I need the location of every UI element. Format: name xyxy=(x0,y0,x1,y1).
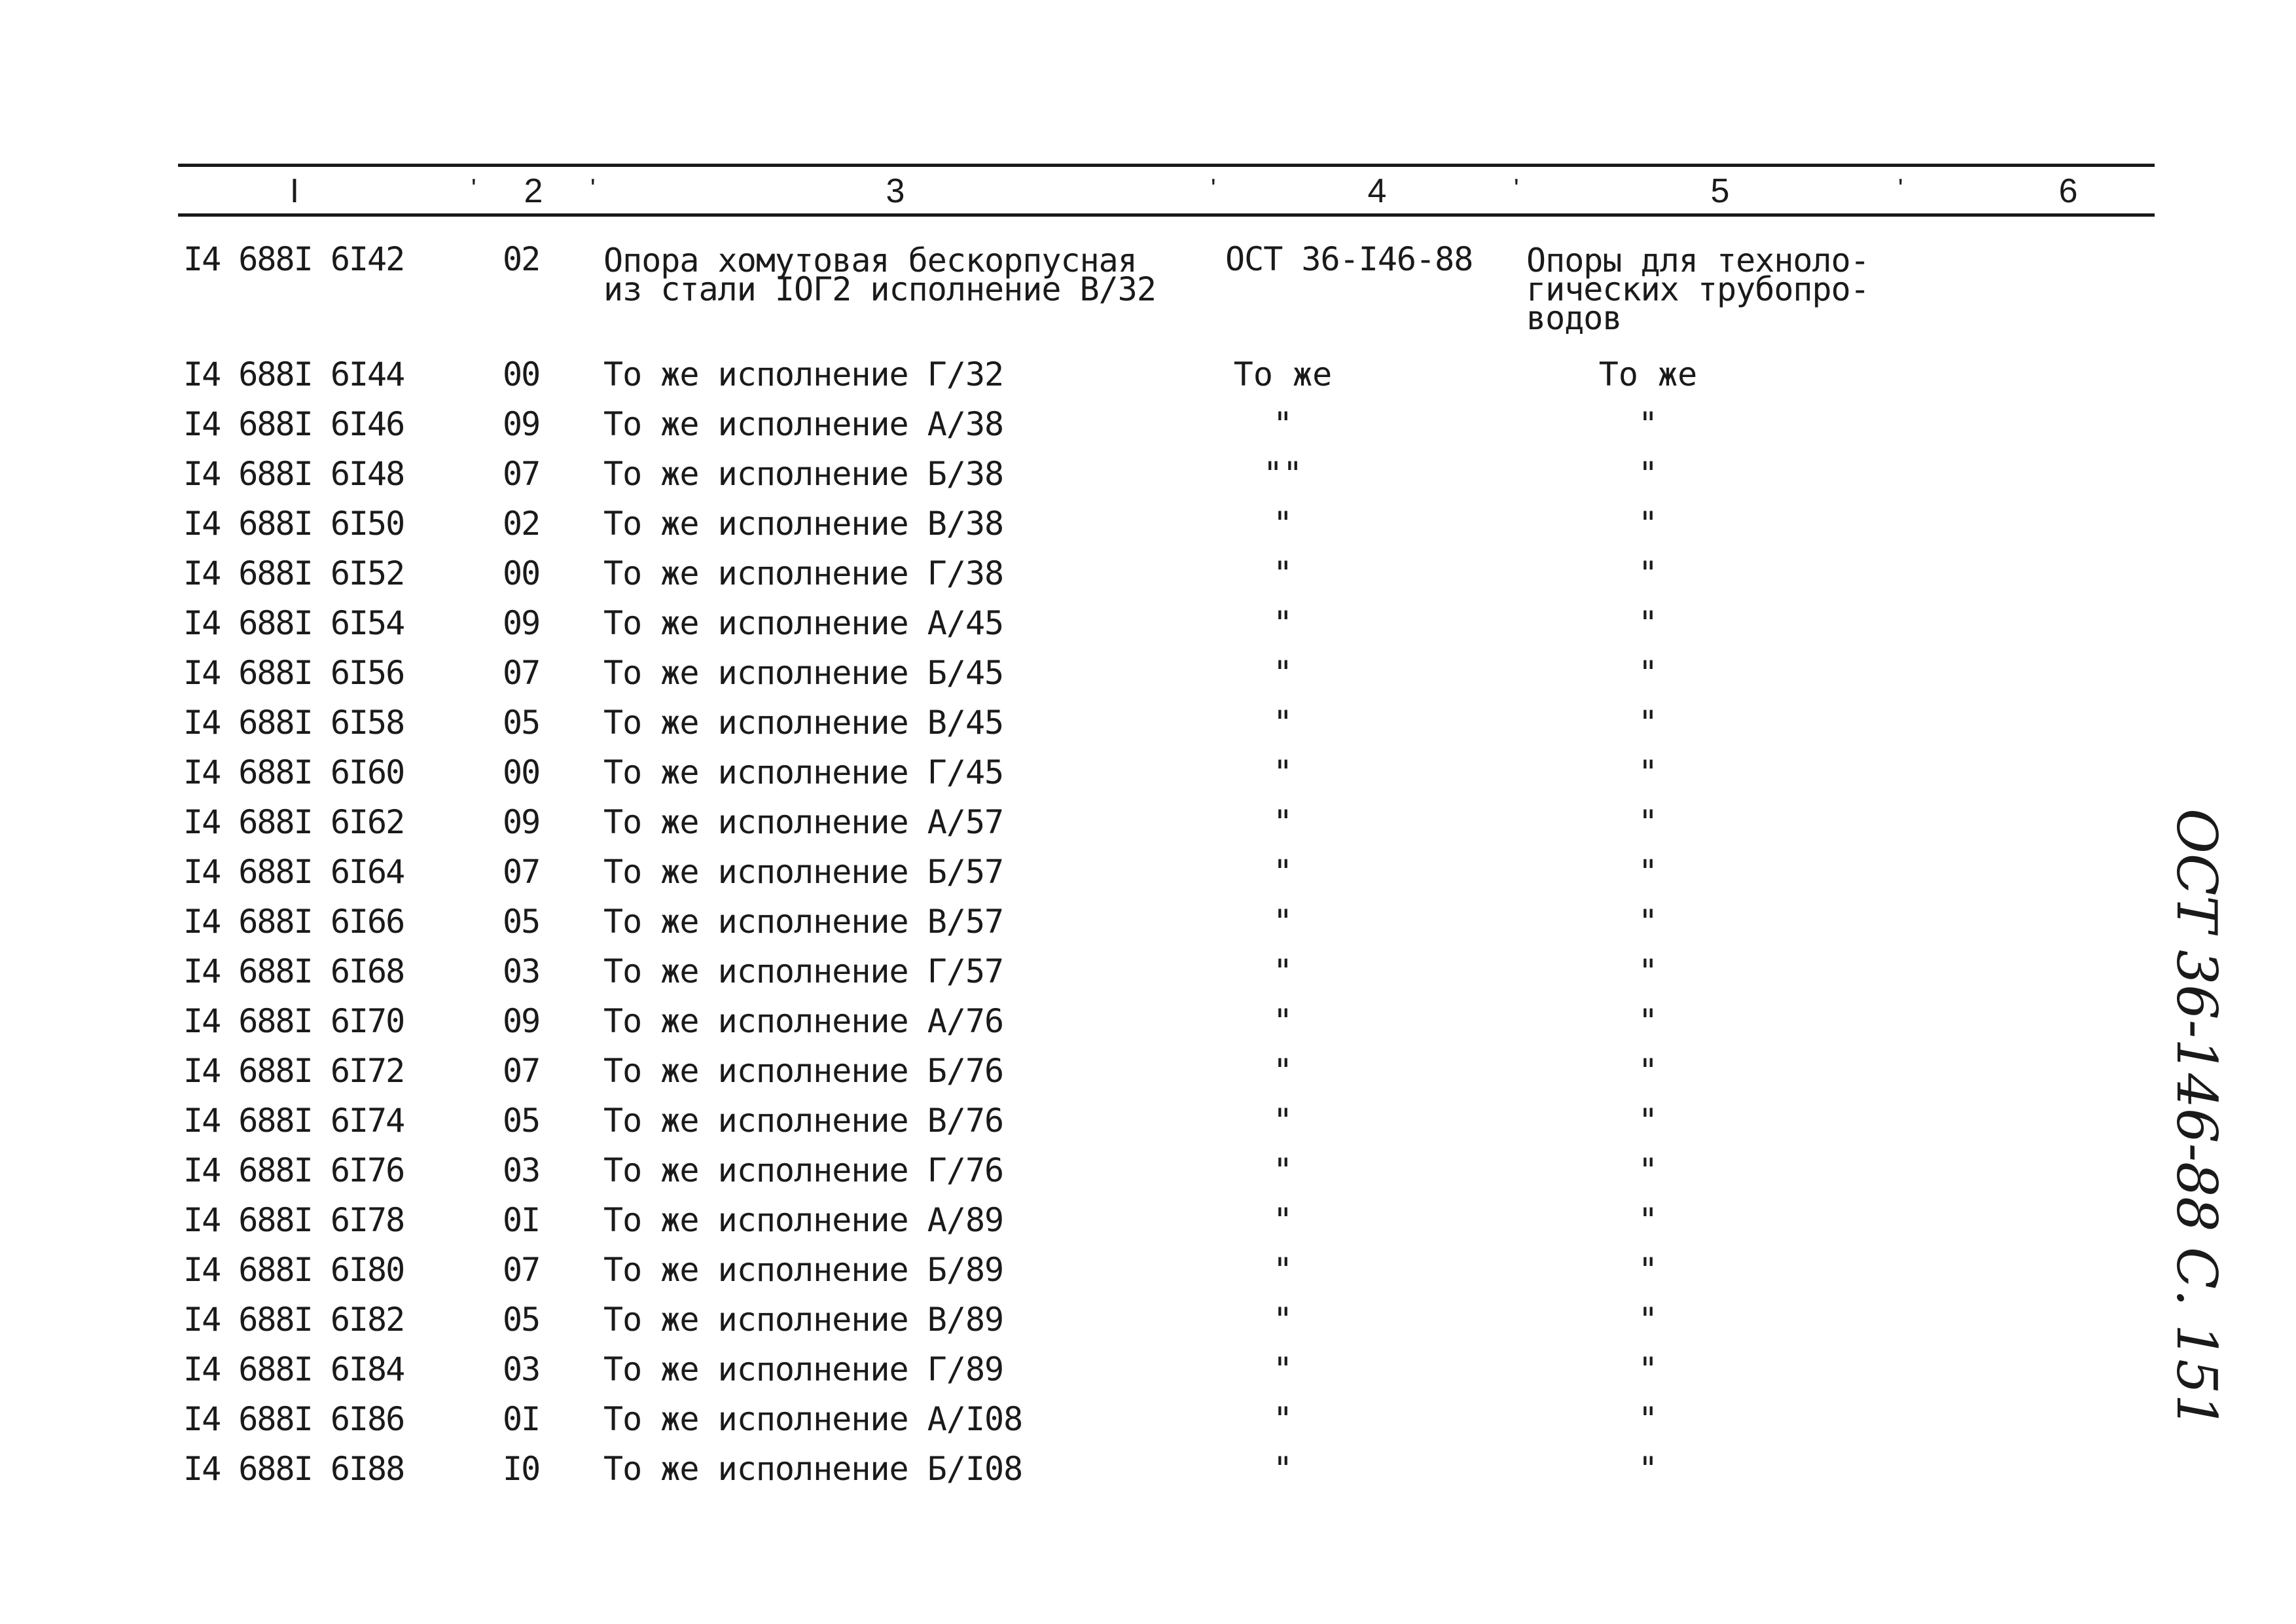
margin-document-code: ОСТ 36-146-88 xyxy=(2164,808,2229,1232)
row-standard: " xyxy=(1272,1301,1293,1339)
row-variant: 05 xyxy=(503,704,540,742)
row-standard: " xyxy=(1272,1102,1293,1140)
row-standard: " xyxy=(1272,952,1293,990)
row-description: То же исполнение Г/32 xyxy=(603,355,1004,393)
table-top-rule xyxy=(178,164,2155,167)
row-variant: 05 xyxy=(503,1301,540,1339)
table-row xyxy=(0,803,2296,848)
table-row xyxy=(0,405,2296,450)
row-variant: 00 xyxy=(503,355,540,393)
row-purpose: " xyxy=(1638,1301,1659,1339)
row-code: I4 688I 6I56 xyxy=(183,654,404,692)
margin-page-number: С. 151 xyxy=(2164,1247,2229,1430)
row-description: То же исполнение Б/57 xyxy=(603,853,1004,891)
row-description: Опора хомутовая бескорпусная из стали IОГ2 исполнение В/32 xyxy=(603,242,1156,308)
row-variant: 0I xyxy=(503,1400,540,1438)
row-standard: " xyxy=(1272,1002,1293,1040)
row-description: То же исполнение А/38 xyxy=(603,405,1004,443)
row-purpose: То же xyxy=(1598,355,1698,393)
row-description: То же исполнение Б/38 xyxy=(603,455,1004,493)
row-code: I4 688I 6I50 xyxy=(183,505,404,543)
row-purpose: " xyxy=(1638,1151,1659,1189)
row-variant: 07 xyxy=(503,455,540,493)
header-separator: ' xyxy=(1898,174,1903,203)
row-purpose: " xyxy=(1638,903,1659,941)
row-code: I4 688I 6I78 xyxy=(183,1201,404,1239)
row-description: То же исполнение А/57 xyxy=(603,803,1004,841)
row-standard: " xyxy=(1272,604,1293,642)
row-standard: " xyxy=(1272,903,1293,941)
row-standard: " xyxy=(1272,654,1293,692)
row-purpose: " xyxy=(1638,1251,1659,1289)
row-variant: 07 xyxy=(503,1251,540,1289)
row-standard: " xyxy=(1272,704,1293,742)
row-purpose: " xyxy=(1638,1201,1659,1239)
table-row xyxy=(0,1151,2296,1197)
row-code: I4 688I 6I88 xyxy=(183,1450,404,1488)
row-purpose: " xyxy=(1638,1350,1659,1388)
table-row xyxy=(0,952,2296,998)
row-purpose: " xyxy=(1638,455,1659,493)
row-purpose: " xyxy=(1638,554,1659,592)
row-standard: " xyxy=(1272,853,1293,891)
header-separator: ' xyxy=(471,174,476,203)
row-code: I4 688I 6I70 xyxy=(183,1002,404,1040)
row-purpose: " xyxy=(1638,604,1659,642)
row-code: I4 688I 6I72 xyxy=(183,1052,404,1090)
row-code: I4 688I 6I42 xyxy=(183,240,404,278)
row-standard: " xyxy=(1272,1151,1293,1189)
row-description: То же исполнение В/89 xyxy=(603,1301,1004,1339)
row-purpose: " xyxy=(1638,1002,1659,1040)
table-row xyxy=(0,1300,2296,1346)
row-description: То же исполнение Г/76 xyxy=(603,1151,1004,1189)
row-description: То же исполнение Б/89 xyxy=(603,1251,1004,1289)
table-row xyxy=(0,1200,2296,1246)
row-variant: 07 xyxy=(503,654,540,692)
row-code: I4 688I 6I58 xyxy=(183,704,404,742)
table-row xyxy=(0,753,2296,799)
table-row xyxy=(0,454,2296,500)
row-purpose: " xyxy=(1638,405,1659,443)
row-code: I4 688I 6I46 xyxy=(183,405,404,443)
table-row xyxy=(0,504,2296,550)
table-row xyxy=(0,1250,2296,1296)
row-purpose: " xyxy=(1638,654,1659,692)
header-col-2: 2 xyxy=(524,172,543,210)
row-standard: То же xyxy=(1233,355,1333,393)
table-row xyxy=(0,604,2296,649)
row-variant: 09 xyxy=(503,405,540,443)
row-purpose: " xyxy=(1638,952,1659,990)
row-description: То же исполнение В/45 xyxy=(603,704,1004,742)
table-row xyxy=(0,1449,2296,1495)
row-variant: 09 xyxy=(503,604,540,642)
row-variant: 03 xyxy=(503,952,540,990)
row-code: I4 688I 6I48 xyxy=(183,455,404,493)
row-code: I4 688I 6I54 xyxy=(183,604,404,642)
table-row xyxy=(0,1350,2296,1396)
row-standard: " xyxy=(1272,1052,1293,1090)
row-variant: 09 xyxy=(503,1002,540,1040)
row-description: То же исполнение Г/38 xyxy=(603,554,1004,592)
row-description: То же исполнение Б/76 xyxy=(603,1052,1004,1090)
row-purpose: " xyxy=(1638,505,1659,543)
row-standard: "" xyxy=(1263,455,1303,493)
row-variant: 03 xyxy=(503,1350,540,1388)
header-col-3: 3 xyxy=(886,172,905,210)
row-variant: 05 xyxy=(503,903,540,941)
header-separator: ' xyxy=(1211,174,1216,203)
row-description: То же исполнение В/57 xyxy=(603,903,1004,941)
header-col-4: 4 xyxy=(1367,172,1387,210)
row-code: I4 688I 6I76 xyxy=(183,1151,404,1189)
table-row xyxy=(0,1101,2296,1147)
header-col-6: 6 xyxy=(2058,172,2078,210)
row-code: I4 688I 6I74 xyxy=(183,1102,404,1140)
row-variant: 07 xyxy=(503,1052,540,1090)
row-description: То же исполнение Г/45 xyxy=(603,753,1004,791)
row-code: I4 688I 6I60 xyxy=(183,753,404,791)
row-purpose: " xyxy=(1638,753,1659,791)
row-code: I4 688I 6I62 xyxy=(183,803,404,841)
row-variant: 02 xyxy=(503,505,540,543)
row-description: То же исполнение А/89 xyxy=(603,1201,1004,1239)
row-purpose: " xyxy=(1638,803,1659,841)
row-variant: 07 xyxy=(503,853,540,891)
row-description: То же исполнение В/76 xyxy=(603,1102,1004,1140)
table-row xyxy=(0,1001,2296,1047)
table-row xyxy=(0,1399,2296,1445)
row-standard: " xyxy=(1272,1251,1293,1289)
row-code: I4 688I 6I86 xyxy=(183,1400,404,1438)
row-description: То же исполнение Б/I08 xyxy=(603,1450,1023,1488)
row-purpose: " xyxy=(1638,704,1659,742)
row-description: То же исполнение А/45 xyxy=(603,604,1004,642)
row-description: То же исполнение Б/45 xyxy=(603,654,1004,692)
table-row xyxy=(0,703,2296,749)
row-standard: " xyxy=(1272,405,1293,443)
row-description: То же исполнение А/76 xyxy=(603,1002,1004,1040)
row-description: То же исполнение А/I08 xyxy=(603,1400,1023,1438)
row-code: I4 688I 6I84 xyxy=(183,1350,404,1388)
row-code: I4 688I 6I68 xyxy=(183,952,404,990)
row-standard: " xyxy=(1272,753,1293,791)
row-standard: " xyxy=(1272,1450,1293,1488)
row-purpose: " xyxy=(1638,1102,1659,1140)
row-description: То же исполнение В/38 xyxy=(603,505,1004,543)
table-row xyxy=(0,1051,2296,1097)
table-row xyxy=(0,554,2296,600)
row-variant: 09 xyxy=(503,803,540,841)
row-code: I4 688I 6I52 xyxy=(183,554,404,592)
row-code: I4 688I 6I64 xyxy=(183,853,404,891)
table-row xyxy=(0,355,2296,401)
header-separator: ' xyxy=(590,174,596,203)
row-variant: 03 xyxy=(503,1151,540,1189)
table-row xyxy=(0,653,2296,699)
row-description: То же исполнение Г/89 xyxy=(603,1350,1004,1388)
row-code: I4 688I 6I66 xyxy=(183,903,404,941)
row-standard: " xyxy=(1272,554,1293,592)
table-row xyxy=(0,902,2296,948)
row-standard: ОСТ 36-I46-88 xyxy=(1225,240,1473,278)
row-variant: 02 xyxy=(503,240,540,278)
row-variant: 0I xyxy=(503,1201,540,1239)
row-standard: " xyxy=(1272,1201,1293,1239)
row-code: I4 688I 6I80 xyxy=(183,1251,404,1289)
row-variant: 05 xyxy=(503,1102,540,1140)
row-standard: " xyxy=(1272,1350,1293,1388)
row-purpose: " xyxy=(1638,853,1659,891)
header-col-1: I xyxy=(289,172,300,210)
row-standard: " xyxy=(1272,803,1293,841)
row-code: I4 688I 6I44 xyxy=(183,355,404,393)
row-standard: " xyxy=(1272,1400,1293,1438)
row-purpose: Опоры для техноло- гических трубопро- водов xyxy=(1526,242,1869,337)
row-variant: 00 xyxy=(503,554,540,592)
row-description: То же исполнение Г/57 xyxy=(603,952,1004,990)
table-row xyxy=(0,852,2296,898)
row-purpose: " xyxy=(1638,1400,1659,1438)
row-code: I4 688I 6I82 xyxy=(183,1301,404,1339)
row-variant: 00 xyxy=(503,753,540,791)
header-separator: ' xyxy=(1514,174,1519,203)
header-col-5: 5 xyxy=(1710,172,1730,210)
row-variant: I0 xyxy=(503,1450,540,1488)
row-purpose: " xyxy=(1638,1052,1659,1090)
header-bottom-rule xyxy=(178,213,2155,217)
row-purpose: " xyxy=(1638,1450,1659,1488)
row-standard: " xyxy=(1272,505,1293,543)
